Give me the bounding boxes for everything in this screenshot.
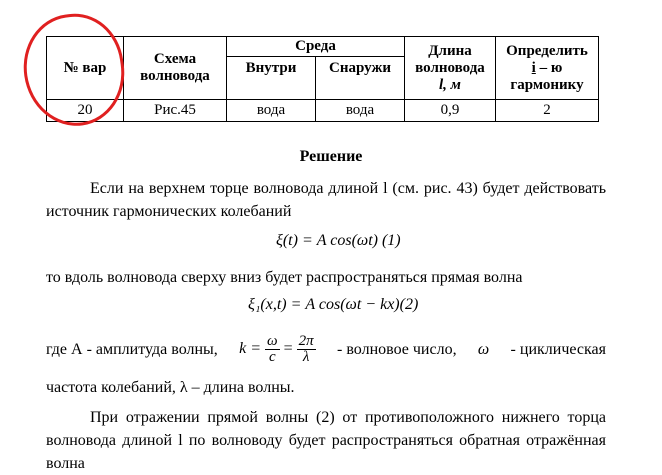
text-cyclic: - циклическая (510, 340, 606, 358)
paragraph-source: Если на верхнем торце волновода длиной l (см. рис. 43) будет действовать источник гармонических колебаний (46, 180, 606, 220)
header-medium: Среда (227, 37, 405, 57)
header-outside: Снаружи (316, 57, 405, 100)
frac-num: 2π (298, 332, 314, 349)
text-wave-number: - волновое число, (337, 340, 457, 358)
paragraph-reflection: При отражении прямой волны (2) от противоположного нижнего торца волновода длиной l по волноводу будет распространяться обратная отражённая волна (46, 409, 606, 472)
paragraph-frequency: частота колебаний, λ – длина волны. (46, 379, 295, 396)
frac-num: ω (267, 332, 278, 349)
cell-harmonic: 2 (496, 100, 599, 122)
cell-scheme: Рис.45 (124, 100, 227, 122)
fraction-2pi-lambda (297, 334, 316, 365)
text-amplitude: где А - амплитуда волны, (46, 340, 218, 358)
formula-wave-number: k = $\frac{\omega}{c}$ = $\frac{2\pi}{\lambda}$ (239, 332, 314, 365)
paragraph-direct-wave: то вдоль волновода сверху вниз будет распространяться прямая волна (46, 269, 523, 286)
header-inside: Внутри (227, 57, 316, 100)
header-harmonic: Определить i – ю гармонику (496, 37, 599, 100)
omega-symbol: ω (477, 340, 490, 358)
fraction-omega-c (265, 334, 280, 365)
frac-den: c (268, 348, 276, 365)
cell-variant: 20 (47, 100, 124, 122)
paragraph-wave-number (46, 334, 606, 364)
solution-heading: Решение (299, 148, 363, 165)
cell-inside: вода (227, 100, 316, 122)
frac-den: λ (302, 348, 310, 365)
header-scheme: Схема волновода (124, 37, 227, 100)
formula-direct-wave: ξ₁(x,t) = A cos(ωt − kx)(2) (248, 296, 419, 313)
header-length: Длина волновода l, м (405, 37, 496, 100)
cell-outside: вода (316, 100, 405, 122)
cell-length: 0,9 (405, 100, 496, 122)
formula-oscillation: ξ(t) = A cos(ωt) (1) (276, 232, 401, 249)
parameters-table (46, 36, 599, 122)
header-variant: № вар (47, 37, 124, 100)
wave-number-symbol: k = (239, 339, 262, 357)
